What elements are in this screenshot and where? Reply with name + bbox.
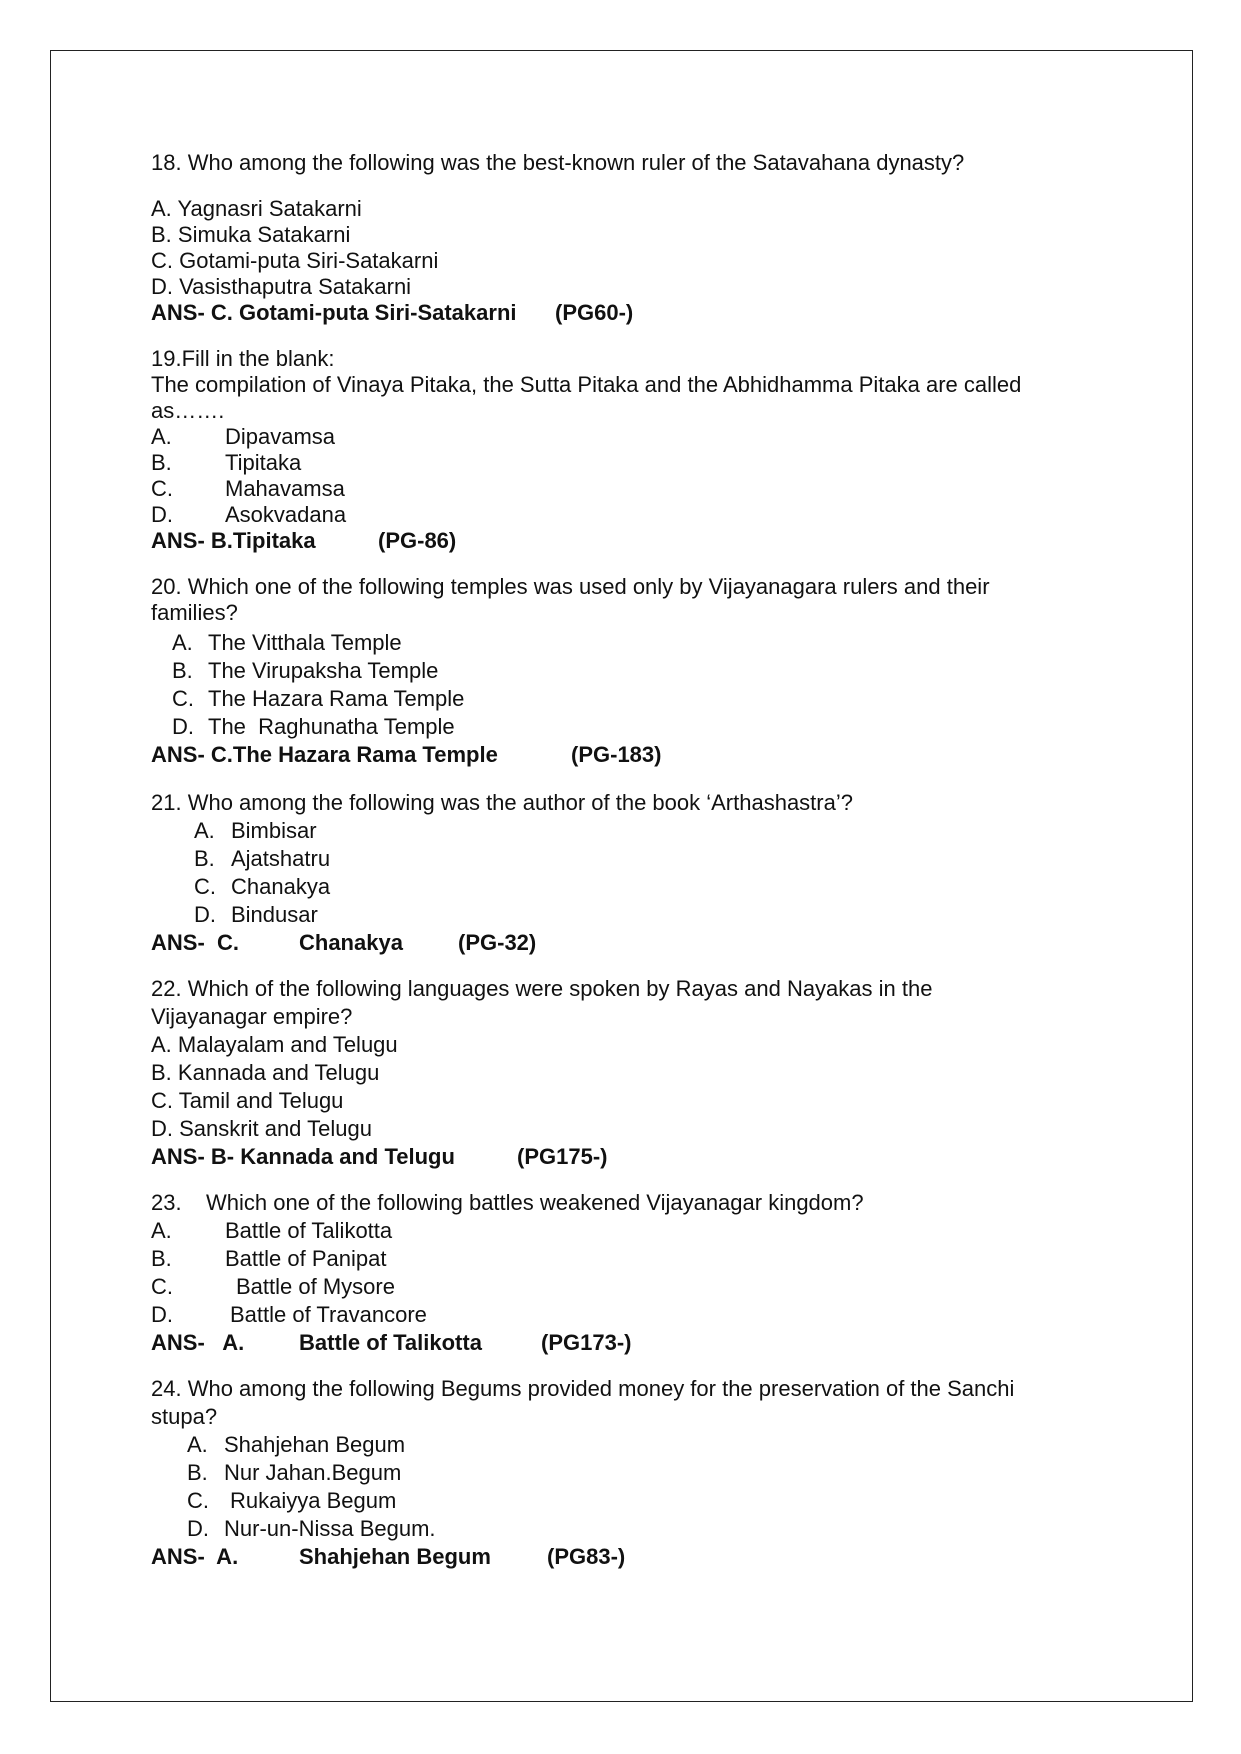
- option-c: C. Chanakya: [194, 874, 331, 899]
- answer-line: [151, 1144, 608, 1170]
- answer-line: [151, 930, 537, 956]
- option-d: D. Battle of Travancore: [151, 1302, 427, 1327]
- answer-page: (PG-86): [378, 528, 457, 553]
- option-b: B. The Virupaksha Temple: [172, 658, 439, 683]
- question-stem: 18. Who among the following was the best-known ruler of the Satavahana dynasty?: [151, 150, 965, 175]
- answer-text: Battle of Talikotta: [299, 1330, 482, 1355]
- answer-text: Chanakya: [299, 930, 403, 955]
- answer-page: (PG60-): [555, 300, 634, 325]
- answer-line: [151, 528, 457, 554]
- question-stem: 24. Who among the following Begums provided money for the preservation of the Sanchi: [151, 1376, 1015, 1401]
- question-stem: as…….: [151, 398, 225, 423]
- option-a: A. Malayalam and Telugu: [151, 1032, 398, 1057]
- option-a: A. Battle of Talikotta: [151, 1218, 393, 1243]
- option-c: C. Rukaiyya Begum: [187, 1488, 397, 1513]
- question-stem: 23. Which one of the following battles weakened Vijayanagar kingdom?: [151, 1190, 864, 1215]
- answer-line: [151, 1544, 626, 1570]
- option-c: C. Gotami-puta Siri-Satakarni: [151, 248, 439, 273]
- option-d: D. Nur-un-Nissa Begum.: [187, 1516, 436, 1541]
- answer-text: ANS- B.Tipitaka: [151, 528, 316, 553]
- question-stem: Vijayanagar empire?: [151, 1004, 353, 1029]
- question-stem: The compilation of Vinaya Pitaka, the Sutta Pitaka and the Abhidhamma Pitaka are called: [151, 372, 1022, 397]
- option-a: A. The Vitthala Temple: [172, 630, 402, 655]
- option-b: B. Battle of Panipat: [151, 1246, 387, 1271]
- option-d: D. Vasisthaputra Satakarni: [151, 274, 412, 299]
- question-stem: 19.Fill in the blank:: [151, 346, 335, 371]
- answer-page: (PG-183): [571, 742, 662, 767]
- answer-page: (PG83-): [547, 1544, 626, 1569]
- question-stem: 21. Who among the following was the author of the book ‘Arthashastra’?: [151, 790, 853, 815]
- answer-prefix: ANS- A.: [151, 1330, 245, 1355]
- option-c: C. Mahavamsa: [151, 476, 345, 501]
- option-d: D. The Raghunatha Temple: [172, 714, 455, 739]
- question-stem: stupa?: [151, 1404, 218, 1429]
- question-stem: 20. Which one of the following temples was used only by Vijayanagara rulers and their: [151, 574, 990, 599]
- answer-prefix: ANS- C.: [151, 930, 239, 955]
- answer-page: (PG175-): [517, 1144, 608, 1169]
- option-c: C. Battle of Mysore: [151, 1274, 395, 1299]
- answer-line: [151, 742, 662, 768]
- answer-page: (PG173-): [541, 1330, 632, 1355]
- option-d: D. Bindusar: [194, 902, 318, 927]
- option-a: A. Dipavamsa: [151, 424, 336, 449]
- answer-text: ANS- C.The Hazara Rama Temple: [151, 742, 498, 767]
- answer-text: ANS- C. Gotami-puta Siri-Satakarni: [151, 300, 517, 325]
- option-c: C. Tamil and Telugu: [151, 1088, 344, 1113]
- question-stem: 22. Which of the following languages were spoken by Rayas and Nayakas in the: [151, 976, 933, 1001]
- answer-line: [151, 1330, 632, 1356]
- answer-text: ANS- B- Kannada and Telugu: [151, 1144, 455, 1169]
- answer-line: [151, 300, 634, 326]
- question-stem: families?: [151, 600, 238, 625]
- option-a: A. Bimbisar: [194, 818, 317, 843]
- answer-prefix: ANS- A.: [151, 1544, 239, 1569]
- option-c: C. The Hazara Rama Temple: [172, 686, 465, 711]
- option-b: B. Ajatshatru: [194, 846, 331, 871]
- option-b: B. Nur Jahan.Begum: [187, 1460, 402, 1485]
- option-d: D. Sanskrit and Telugu: [151, 1116, 372, 1141]
- answer-text: Shahjehan Begum: [299, 1544, 491, 1569]
- option-b: B. Kannada and Telugu: [151, 1060, 380, 1085]
- option-d: D. Asokvadana: [151, 502, 347, 527]
- answer-page: (PG-32): [458, 930, 537, 955]
- option-b: B. Tipitaka: [151, 450, 302, 475]
- option-a: A. Yagnasri Satakarni: [151, 196, 362, 221]
- option-a: A. Shahjehan Begum: [187, 1432, 406, 1457]
- option-b: B. Simuka Satakarni: [151, 222, 351, 247]
